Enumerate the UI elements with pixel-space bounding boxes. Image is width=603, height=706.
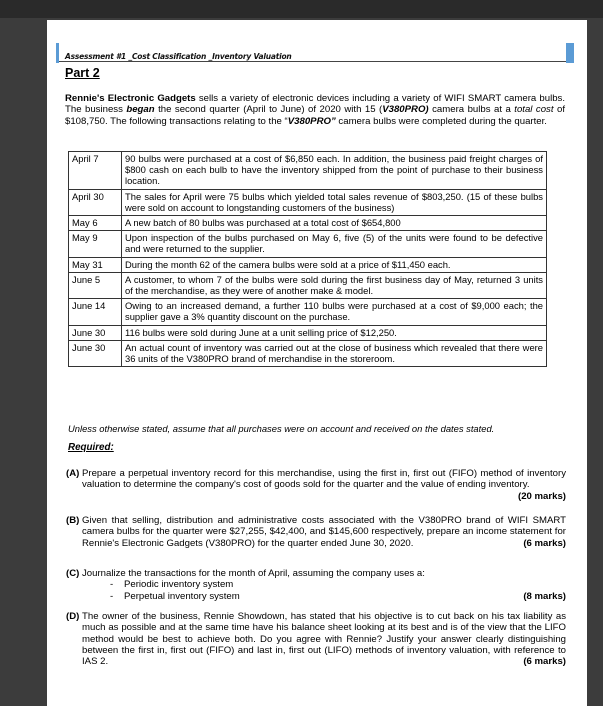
question-marks: (20 marks) (518, 490, 566, 502)
intro-model-1: V380PRO) (382, 104, 429, 116)
question-marks: (8 marks) (523, 590, 566, 602)
transaction-date: May 6 (69, 216, 122, 231)
transaction-date: June 14 (69, 299, 122, 325)
intro-text-4: of $108,750. The following transactions relating to the “ (65, 104, 565, 127)
transactions-table (68, 151, 547, 367)
table-row (69, 231, 547, 257)
header-accent-left (56, 43, 59, 63)
table-row (69, 216, 547, 231)
question-text: Prepare a perpetual inventory record for this merchandise, using the first in, first out (FIFO) method of inventory valuation to determine the company's cost of goods sold for the quarter and the value of ending inventory. (82, 468, 566, 491)
intro-total-cost: total cost (514, 104, 554, 116)
intro-model-2: V380PRO” (287, 115, 336, 127)
transaction-date: April 30 (69, 189, 122, 215)
question-label: (C) (66, 568, 80, 579)
question-label: (D) (66, 611, 80, 622)
question-text: The owner of the business, Rennie Showdown, has stated that his objective is to cut back on his tax liability as much as possible and at the same time have his balance sheet looking at its best and is of the view that the LIFO method would be best to achieve both. Do you agree with Rennie? Justify your answer clearly distinguishing between the first in, first out (FIFO) and last in, first out (LIFO) methods of inventory valuation, with reference to IAS 2. (82, 611, 566, 668)
transaction-text: During the month 62 of the camera bulbs were sold at a price of $11,450 each. (122, 257, 547, 272)
list-item: - Periodic inventory system (110, 579, 234, 591)
list-item: - Perpetual inventory system (8 marks) (110, 590, 566, 602)
question-b (66, 515, 566, 549)
transaction-date: June 30 (69, 340, 122, 366)
transaction-text: The sales for April were 75 bulbs which yielded total sales revenue of $803,250. (15 of these bulbs were sold on account to longstanding customers of the business) (122, 189, 547, 215)
assumption-note: Unless otherwise stated, assume that all purchases were on account and received on the dates stated. (68, 423, 495, 434)
company-name: Rennie's Electronic Gadgets (65, 93, 196, 104)
document-page (47, 20, 587, 706)
transaction-text: Upon inspection of the bulbs purchased on May 6, five (5) of the units were found to be defective and were returned to the supplier. (122, 231, 547, 257)
part-title: Part 2 (65, 66, 100, 80)
intro-text-1: sells a variety of electronic devices including a variety of WIFI SMART camera bulbs. The business (65, 93, 565, 116)
transaction-text: Owing to an increased demand, a further 110 bulbs were purchased at a cost of $9,000 each; the supplier gave a 3% quantity discount on the purchase. (122, 299, 547, 325)
assessment-title: Assessment #1 _Cost Classification _Inventory Valuation (65, 52, 292, 61)
transaction-text: An actual count of inventory was carried out at the close of business which revealed that there were 36 units of the V380PRO brand of merchandise in the storeroom. (122, 340, 547, 366)
transaction-date: May 31 (69, 257, 122, 272)
intro-text-3: camera bulbs at a (428, 104, 515, 116)
transaction-date: June 30 (69, 325, 122, 340)
question-d (66, 611, 566, 667)
intro-began: began (126, 104, 155, 116)
transaction-text: A customer, to whom 7 of the bulbs were sold during the first business day of May, returned 3 units of the merchandise, as they were of another make & model. (122, 272, 547, 298)
system-list (110, 579, 566, 602)
table-row (69, 257, 547, 272)
question-text: Journalize the transactions for the month of April, assuming the company uses a: (82, 568, 425, 579)
viewer-top-bar (0, 0, 603, 18)
table-row (69, 340, 547, 366)
table-row (69, 152, 547, 190)
list-item-label: Periodic inventory system (124, 579, 234, 591)
required-heading: Required: (68, 442, 114, 453)
question-text: Given that selling, distribution and administrative costs associated with the V380PRO brand of WIFI SMART camera bulbs for the quarter were $27,255, $42,400, and $145,600 respectively, prepare an income statement for Rennie's Electronic Gadgets (V380PRO) for the quarter ended June 30, 2020. (82, 515, 566, 549)
question-label: (B) (66, 515, 80, 526)
intro-text-2: the second quarter (April to June) of 2020 with 15 ( (154, 104, 383, 116)
question-label: (A) (66, 468, 80, 479)
transaction-date: June 5 (69, 272, 122, 298)
table-row (69, 189, 547, 215)
transaction-text: A new batch of 80 bulbs was purchased at a total cost of $654,800 (122, 216, 547, 231)
question-a (66, 468, 566, 502)
question-marks: (6 marks) (523, 656, 566, 668)
list-item-label: Perpetual inventory system (124, 590, 240, 602)
question-c (66, 568, 566, 602)
intro-paragraph (65, 93, 565, 127)
transaction-date: May 9 (69, 231, 122, 257)
table-row (69, 299, 547, 325)
transaction-text: 116 bulbs were sold during June at a unit selling price of $12,250. (122, 325, 547, 340)
intro-text-5: camera bulbs were completed during the quarter. (335, 115, 547, 127)
question-marks: (6 marks) (523, 537, 566, 549)
transaction-date: April 7 (69, 152, 122, 190)
transaction-text: 90 bulbs were purchased at a cost of $6,850 each. In addition, the business paid freight charges of $800 cash on each bulb to have the inventory shipped from the point of purchase to their business location. (122, 152, 547, 190)
table-row (69, 272, 547, 298)
header-rule (59, 61, 566, 62)
header-accent-right (566, 43, 574, 63)
table-row (69, 325, 547, 340)
